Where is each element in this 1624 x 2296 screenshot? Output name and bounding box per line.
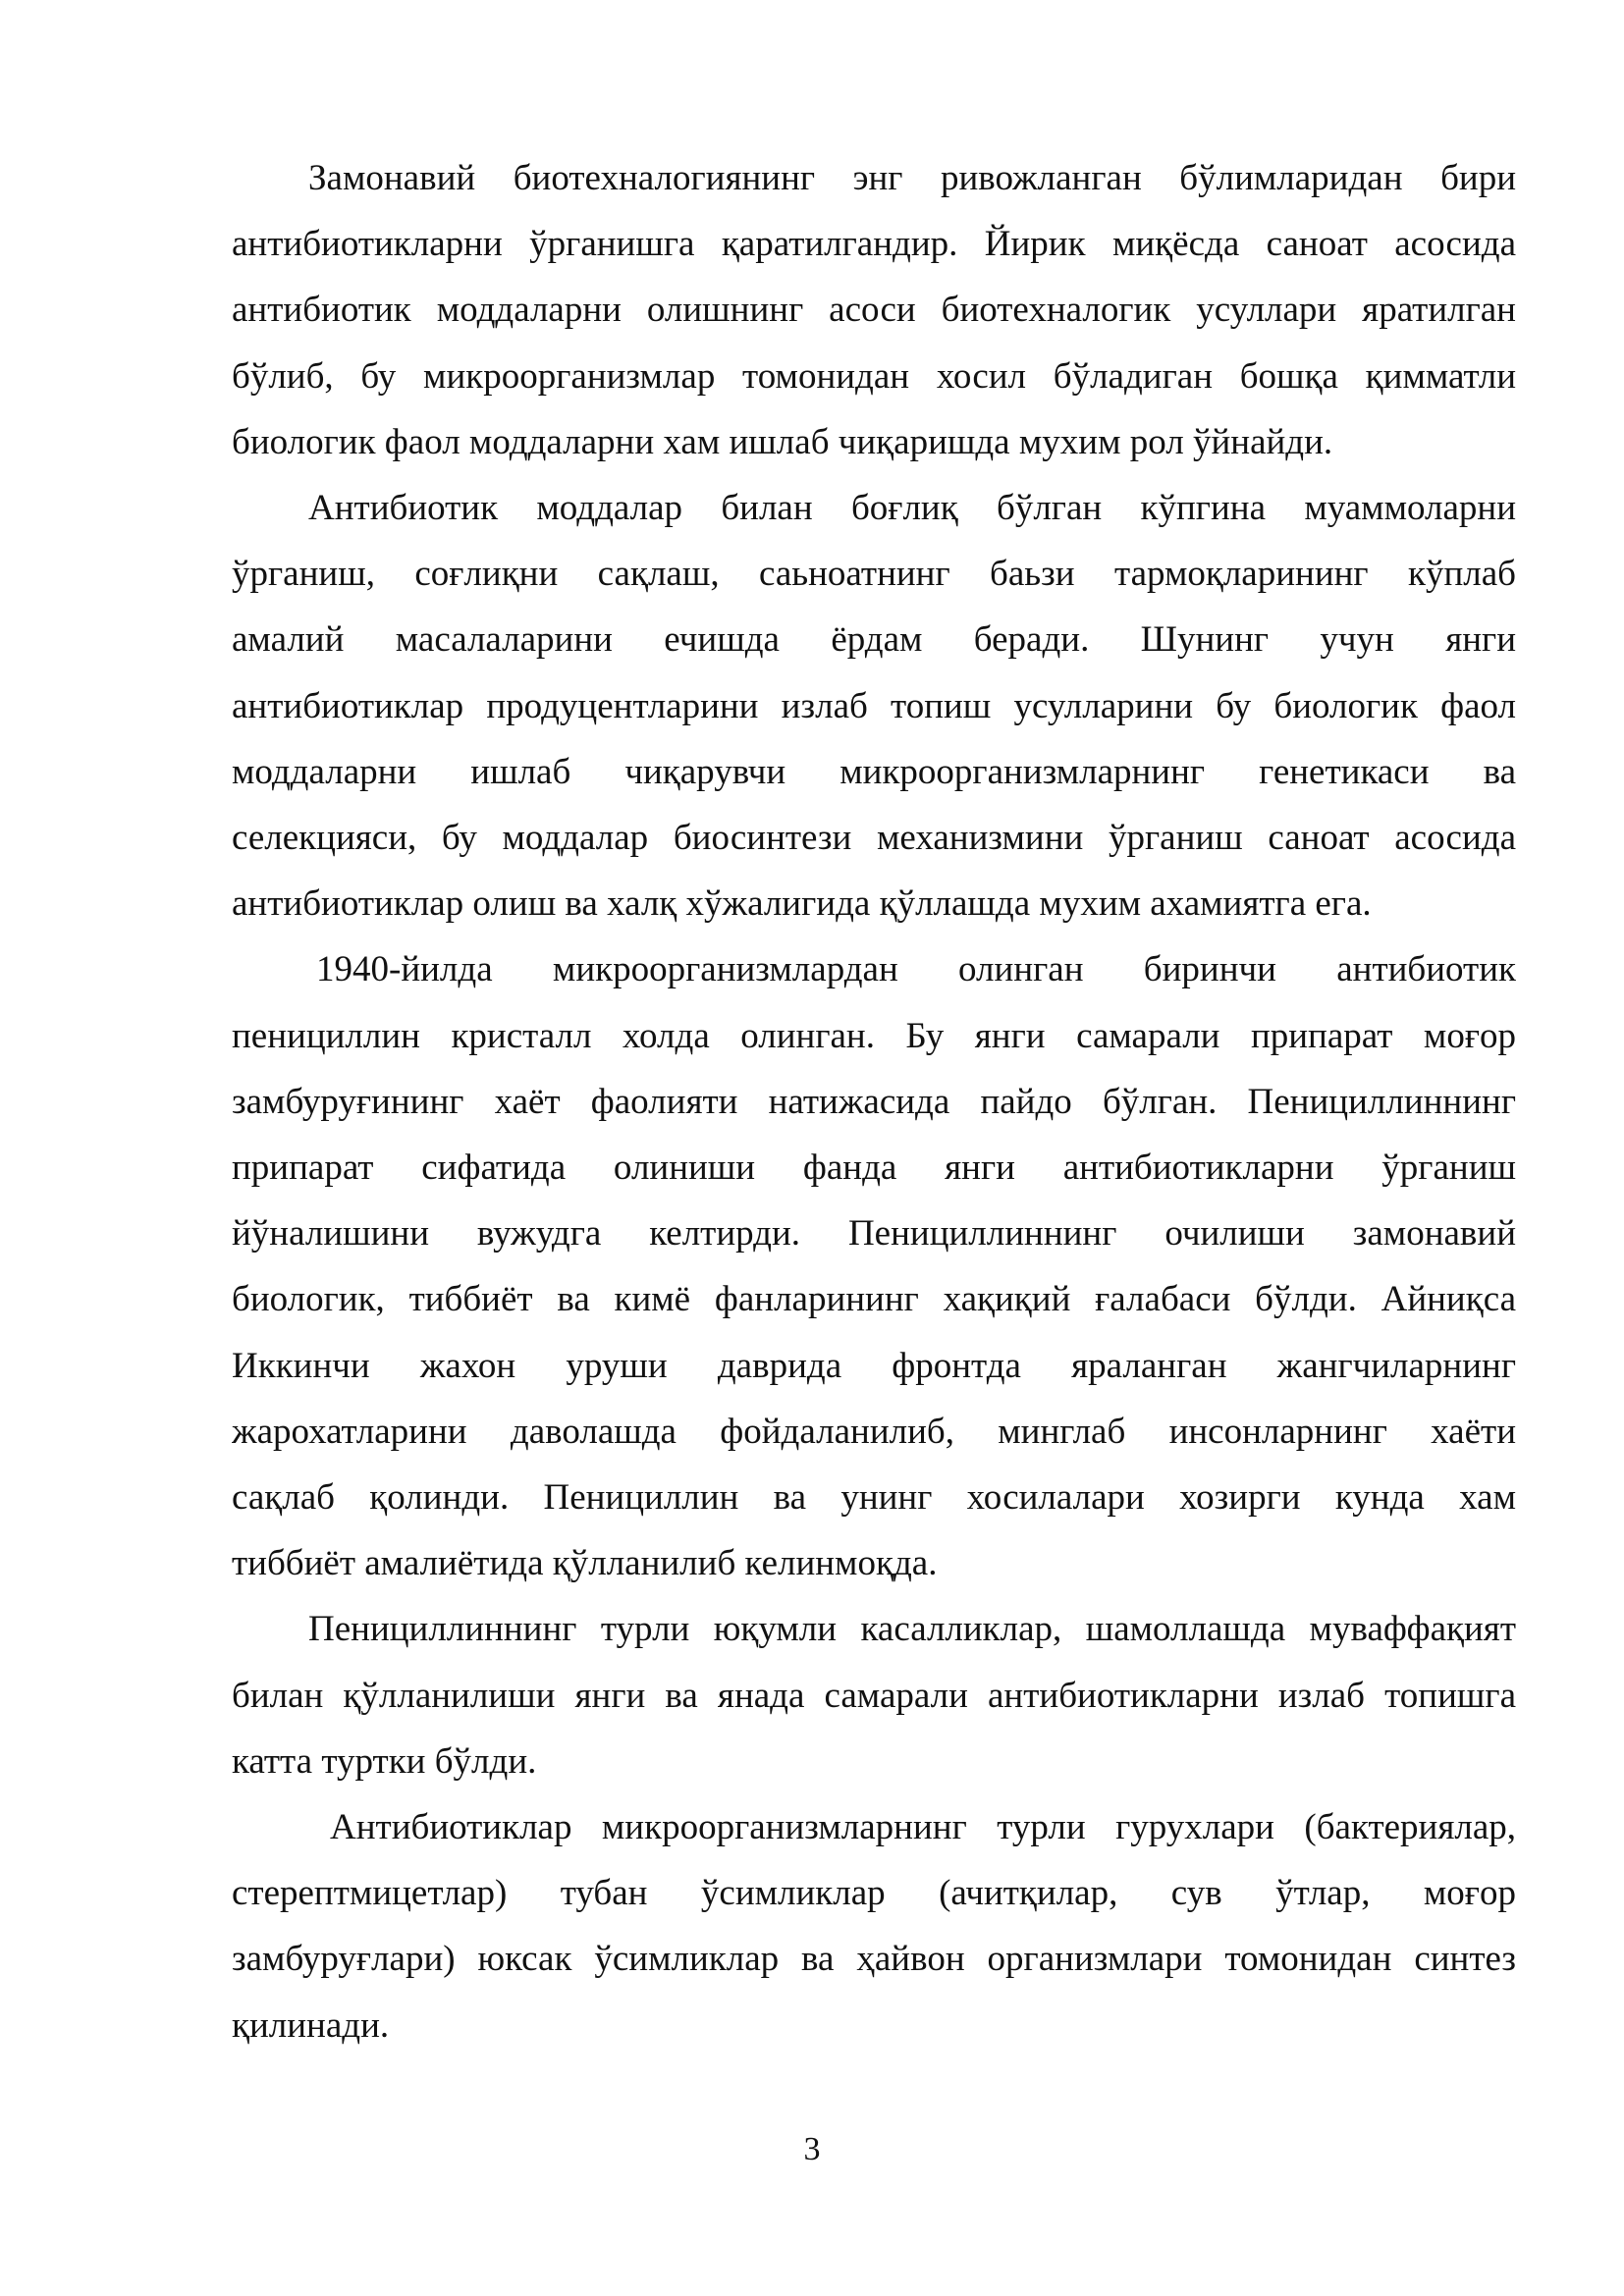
text-line: Пенициллиннинг турли юқумли касалликлар, шамоллашда муваффақият: [308, 1609, 1516, 1650]
text-line: билан қўлланилиши янги ва янада самарали антибиотикларни излаб топишга: [232, 1675, 1516, 1716]
text-line: антибиотиклар продуцентларини излаб топиш усулларини бу биологик фаол: [232, 685, 1516, 726]
text-line: замбуруғлари) юксак ўсимликлар ва ҳайвон организмлари томонидан синтез: [232, 1939, 1516, 1980]
paragraph: [232, 936, 1516, 1596]
text-line: ўрганиш, соғлиқни сақлаш, саьноатнинг баьзи тармоқларининг кўплаб: [232, 554, 1516, 595]
page-number: 3: [803, 2131, 821, 2167]
text-line: биологик, тиббиёт ва кимё фанларининг хақиқий ғалабаси бўлди. Айниқса: [232, 1279, 1516, 1320]
text-line: жарохатларини даволашда фойдаланилиб, минглаб инсонларнинг хаёти: [232, 1411, 1516, 1452]
text-line: припарат сифатида олиниши фанда янги антибиотикларни ўрганиш: [232, 1148, 1516, 1189]
text-line: антибиотик моддаларни олишнинг асоси биотехналогик усуллари яратилган: [232, 290, 1516, 331]
text-line: тиббиёт амалиётида қўлланилиб келинмоқда.: [232, 1543, 938, 1584]
text-line: йўналишини вужудга келтирди. Пенициллиннинг очилиши замонавий: [232, 1213, 1516, 1255]
text-line: қилинади.: [232, 2004, 390, 2046]
text-line: амалий масалаларини ечишда ёрдам беради. Шунинг учун янги: [232, 619, 1516, 661]
text-line: Замонавий биотехналогиянинг энг ривожланган бўлимларидан бири: [308, 158, 1516, 198]
text-line: катта туртки бўлди.: [232, 1740, 537, 1782]
text-line: Иккинчи жахон уруши даврида фронтда яраланган жангчиларнинг: [232, 1345, 1516, 1386]
text-line: моддаларни ишлаб чиқарувчи микроорганизмларнинг генетикаси ва: [232, 751, 1516, 792]
document-body: [232, 145, 1516, 2058]
text-line: антибиотикларни ўрганишга қаратилгандир. Йирик миқёсда саноат асосида: [232, 224, 1516, 265]
text-line: 1940-йилда микроорганизмлардан олинган биринчи антибиотик: [316, 949, 1516, 990]
text-line: бўлиб, бу микроорганизмлар томонидан хосил бўладиган бошқа қимматли: [232, 355, 1516, 397]
text-line: селекцияси, бу моддалар биосинтези механизмини ўрганиш саноат асосида: [232, 818, 1516, 859]
text-line: пенициллин кристалл холда олинган. Бу янги самарали припарат моғор: [232, 1015, 1516, 1056]
paragraph: [232, 1794, 1516, 2058]
text-line: замбуруғининг хаёт фаолияти натижасида пайдо бўлган. Пенициллиннинг: [232, 1081, 1516, 1122]
text-line: Антибиотик моддалар билан боғлиқ бўлган кўпгина муаммоларни: [308, 488, 1516, 529]
paragraph: [232, 1596, 1516, 1794]
paragraph: [232, 475, 1516, 936]
paragraph: [232, 145, 1516, 475]
text-line: Антибиотиклар микроорганизмларнинг турли гурухлари (бактериялар,: [330, 1807, 1516, 1848]
text-line: стерептмицетлар) тубан ўсимликлар (ачитқилар, сув ўтлар, моғор: [232, 1873, 1516, 1914]
text-line: сақлаб қолинди. Пенициллин ва унинг хосилалари хозирги кунда хам: [232, 1477, 1516, 1519]
text-line: антибиотиклар олиш ва халқ хўжалигида қўллашда мухим ахамиятга ега.: [232, 883, 1372, 925]
text-line: биологик фаол моддаларни хам ишлаб чиқаришда мухим рол ўйнайди.: [232, 421, 1333, 462]
